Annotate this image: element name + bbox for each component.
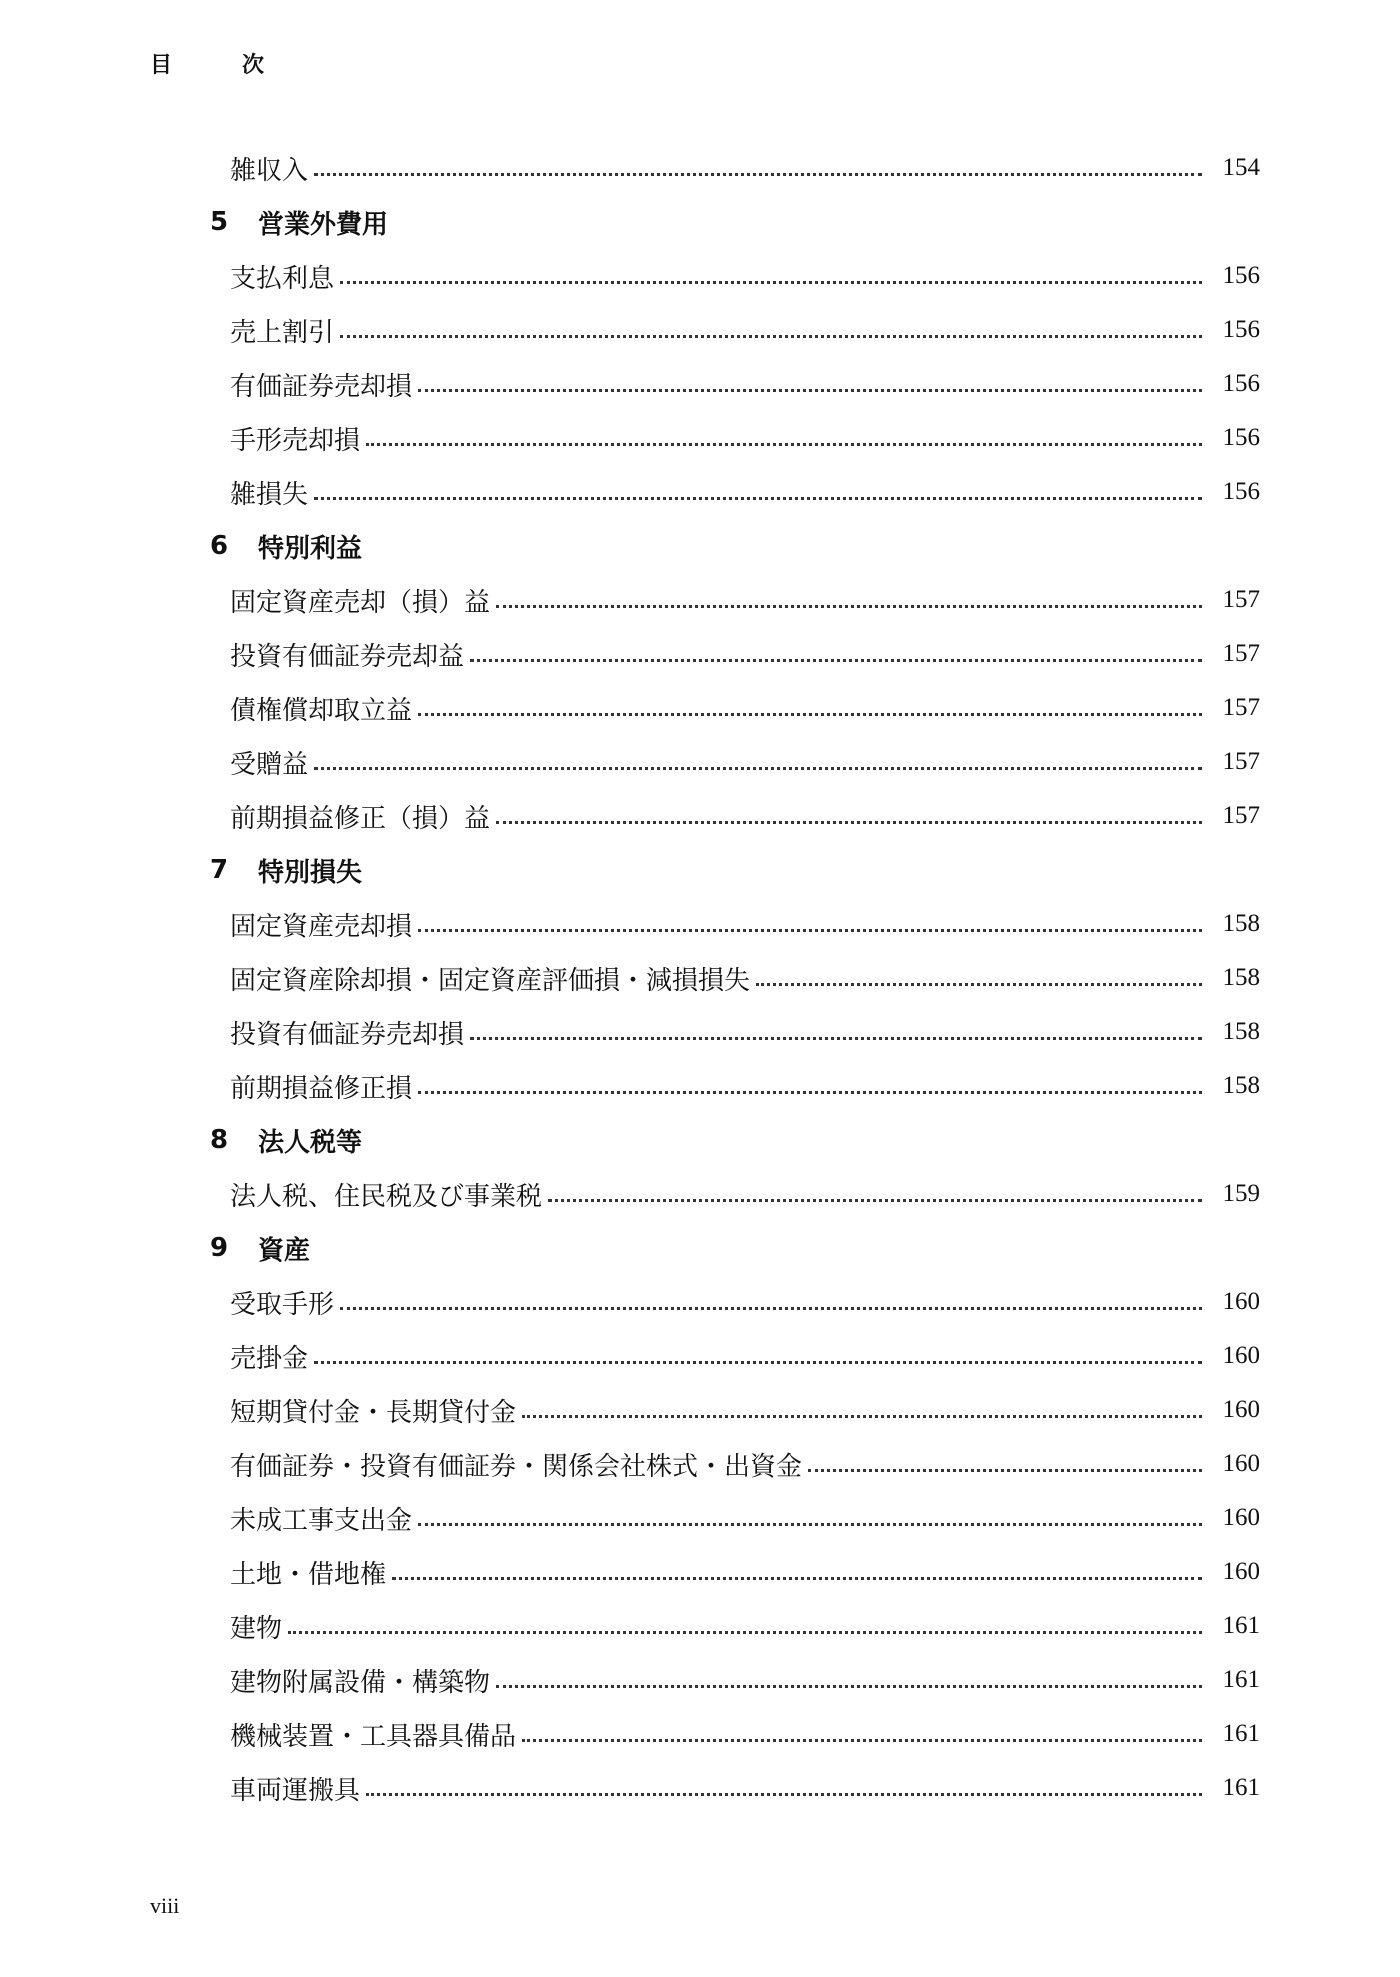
toc-entry-page: 158 — [1222, 1018, 1260, 1045]
toc-entry-label: 未成工事支出金 — [230, 1505, 413, 1536]
section-title: 法人税等 — [258, 1127, 363, 1158]
toc-entry-page: 158 — [1222, 964, 1260, 991]
leader-dots — [314, 173, 1202, 176]
toc-section-heading — [210, 526, 362, 566]
section-title: 特別利益 — [258, 533, 363, 564]
section-number: 5 — [210, 207, 229, 237]
toc-entry-label: 売上割引 — [230, 317, 335, 348]
toc-entry-label: 有価証券・投資有価証券・関係会社株式・出資金 — [230, 1451, 803, 1482]
leader-dots — [470, 1037, 1202, 1040]
toc-entry-label: 雑収入 — [230, 155, 309, 186]
toc-entry-page: 157 — [1222, 640, 1260, 667]
toc-entry-label: 法人税、住民税及び事業税 — [230, 1181, 543, 1212]
toc-entry-label: 固定資産売却損 — [230, 911, 413, 942]
toc-entry-page: 160 — [1222, 1342, 1260, 1369]
toc-entry-page: 160 — [1222, 1288, 1260, 1315]
page-header: 目 次 — [150, 53, 289, 78]
toc-entry-label: 売掛金 — [230, 1343, 309, 1374]
leader-dots — [288, 1631, 1202, 1634]
toc-entry-page: 160 — [1222, 1558, 1260, 1585]
leader-dots — [392, 1577, 1202, 1580]
toc-entry-page: 161 — [1222, 1666, 1260, 1693]
toc-entry-label: 投資有価証券売却損 — [230, 1019, 465, 1050]
page-number: viii — [150, 1893, 180, 1918]
toc-entry-label: 有価証券売却損 — [230, 371, 413, 402]
toc-entry-label: 建物 — [230, 1613, 283, 1644]
toc-entry[interactable] — [230, 1498, 1260, 1538]
toc-entry-page: 161 — [1222, 1720, 1260, 1747]
leader-dots — [496, 821, 1202, 824]
toc-entry-page: 160 — [1222, 1450, 1260, 1477]
toc-entry-page: 157 — [1222, 586, 1260, 613]
toc-entry[interactable] — [230, 1714, 1260, 1754]
leader-dots — [340, 335, 1202, 338]
leader-dots — [756, 983, 1202, 986]
toc-entry-page: 154 — [1222, 154, 1260, 181]
leader-dots — [496, 1685, 1202, 1688]
toc-entry[interactable] — [230, 634, 1260, 674]
toc-section-heading — [210, 850, 362, 890]
toc-entry-label: 車両運搬具 — [230, 1775, 361, 1806]
leader-dots — [314, 767, 1202, 770]
toc-entry-page: 156 — [1222, 262, 1260, 289]
leader-dots — [340, 1307, 1202, 1310]
toc-entry[interactable] — [230, 1282, 1260, 1322]
toc-entry[interactable] — [230, 1552, 1260, 1592]
toc-entry[interactable] — [230, 364, 1260, 404]
toc-entry[interactable] — [230, 742, 1260, 782]
toc-entry-label: 手形売却損 — [230, 425, 361, 456]
leader-dots — [314, 1361, 1202, 1364]
toc-entry-page: 157 — [1222, 748, 1260, 775]
toc-entry-page: 158 — [1222, 1072, 1260, 1099]
toc-entry-label: 支払利息 — [230, 263, 335, 294]
section-title: 営業外費用 — [258, 209, 389, 240]
toc-entry[interactable] — [230, 1606, 1260, 1646]
toc-entry-label: 雑損失 — [230, 479, 309, 510]
toc-entry-page: 156 — [1222, 424, 1260, 451]
toc-entry-label: 投資有価証券売却益 — [230, 641, 465, 672]
leader-dots — [418, 713, 1202, 716]
toc-entry-page: 159 — [1222, 1180, 1260, 1207]
leader-dots — [366, 443, 1202, 446]
toc-entry[interactable] — [230, 958, 1260, 998]
leader-dots — [548, 1199, 1202, 1202]
toc-section-heading — [210, 1228, 310, 1268]
toc-row — [0, 148, 1400, 188]
section-number: 7 — [210, 855, 229, 885]
toc-entry-label: 短期貸付金・長期貸付金 — [230, 1397, 517, 1428]
toc-entry-label: 機械装置・工具器具備品 — [230, 1721, 517, 1752]
toc-entry-label: 受贈益 — [230, 749, 309, 780]
toc-entry[interactable] — [230, 580, 1260, 620]
toc-entry-page: 160 — [1222, 1396, 1260, 1423]
section-title: 資産 — [258, 1235, 311, 1266]
toc-entry-label: 受取手形 — [230, 1289, 335, 1320]
section-title: 特別損失 — [258, 857, 363, 888]
toc-entry[interactable] — [230, 688, 1260, 728]
toc-entry-page: 156 — [1222, 478, 1260, 505]
toc-entry-page: 158 — [1222, 910, 1260, 937]
toc-entry-page: 160 — [1222, 1504, 1260, 1531]
leader-dots — [314, 497, 1202, 500]
toc-entry-label: 建物附属設備・構築物 — [230, 1667, 491, 1698]
toc-entry-label: 固定資産除却損・固定資産評価損・減損損失 — [230, 965, 751, 996]
section-number: 8 — [210, 1125, 229, 1155]
toc-entry-label: 債権償却取立益 — [230, 695, 413, 726]
toc-entry[interactable] — [230, 1390, 1260, 1430]
leader-dots — [522, 1415, 1202, 1418]
toc-entry-page: 156 — [1222, 370, 1260, 397]
toc-entry[interactable] — [230, 256, 1260, 296]
toc-entry-page: 161 — [1222, 1612, 1260, 1639]
toc-entry-label: 固定資産売却（損）益 — [230, 587, 491, 618]
leader-dots — [340, 281, 1202, 284]
toc-entry-label: 前期損益修正損 — [230, 1073, 413, 1104]
leader-dots — [470, 659, 1202, 662]
toc-entry[interactable] — [230, 1336, 1260, 1376]
toc-entry[interactable] — [230, 1660, 1260, 1700]
leader-dots — [418, 389, 1202, 392]
toc-entry-page: 157 — [1222, 694, 1260, 721]
leader-dots — [522, 1739, 1202, 1742]
leader-dots — [496, 605, 1202, 608]
toc-entry-label: 前期損益修正（損）益 — [230, 803, 491, 834]
leader-dots — [366, 1793, 1202, 1796]
toc-entry[interactable] — [230, 1012, 1260, 1052]
toc-section-heading — [210, 1120, 362, 1160]
leader-dots — [418, 1091, 1202, 1094]
toc-entry[interactable] — [230, 472, 1260, 512]
toc-entry[interactable] — [230, 1066, 1260, 1106]
leader-dots — [808, 1469, 1202, 1472]
toc-entry-page: 157 — [1222, 802, 1260, 829]
toc-entry[interactable] — [230, 904, 1260, 944]
leader-dots — [418, 929, 1202, 932]
toc-entry[interactable] — [230, 1444, 1260, 1484]
toc-entry[interactable] — [230, 796, 1260, 836]
toc-entry-page: 156 — [1222, 316, 1260, 343]
toc-entry[interactable] — [230, 1174, 1260, 1214]
toc-entry[interactable] — [230, 1768, 1260, 1808]
section-number: 6 — [210, 531, 229, 561]
section-number: 9 — [210, 1233, 229, 1263]
leader-dots — [418, 1523, 1202, 1526]
toc-entry[interactable] — [230, 310, 1260, 350]
toc-entry-page: 161 — [1222, 1774, 1260, 1801]
toc-entry-label: 土地・借地権 — [230, 1559, 387, 1590]
toc-entry[interactable] — [230, 418, 1260, 458]
toc-entry[interactable] — [230, 148, 1260, 188]
toc-section-heading — [210, 202, 388, 242]
